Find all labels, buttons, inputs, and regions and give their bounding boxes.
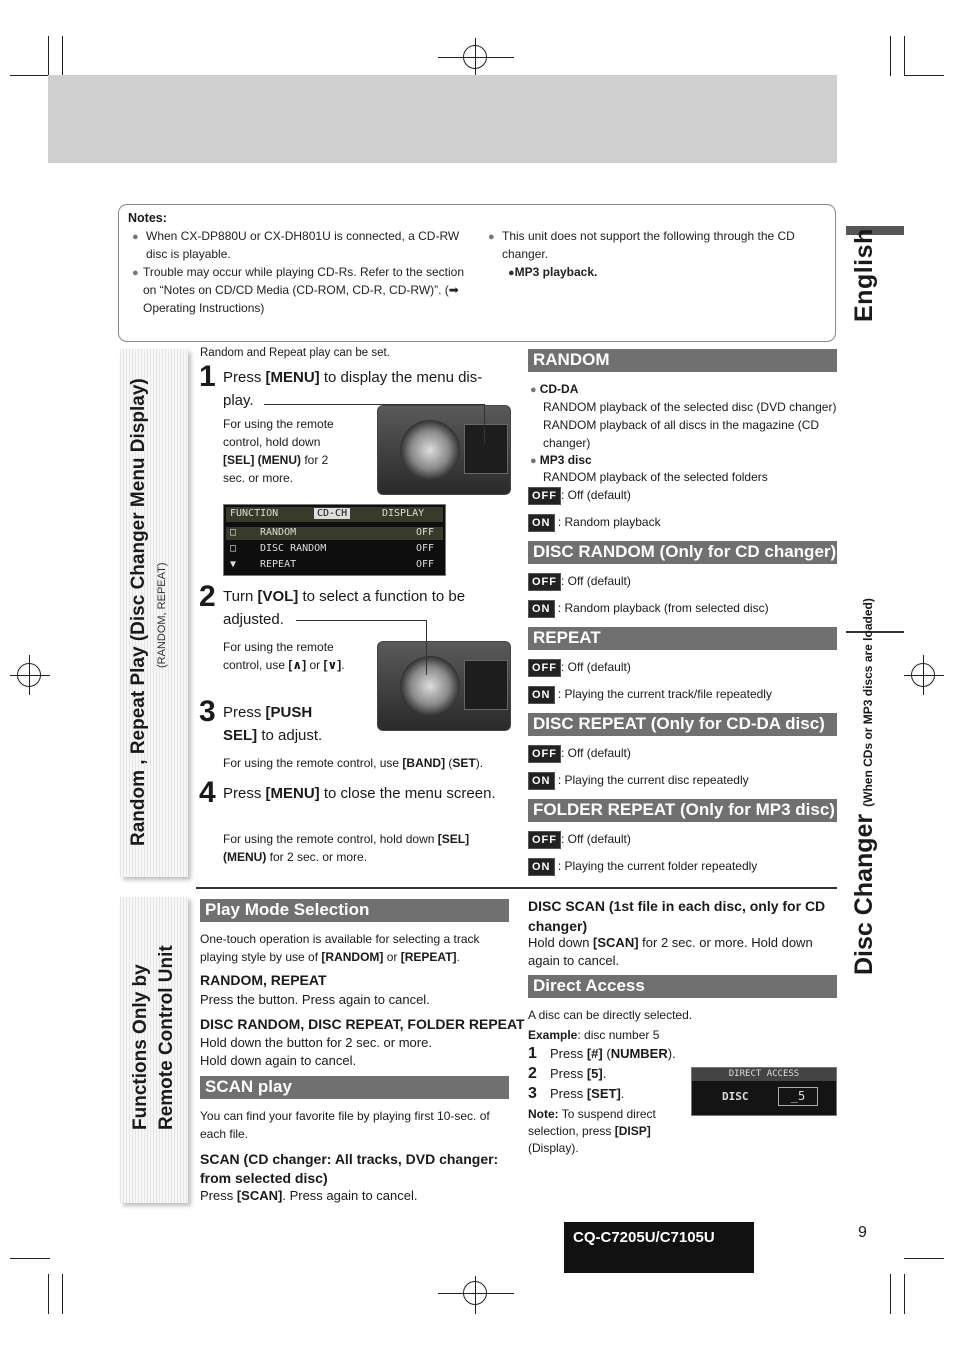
step-number: 2	[199, 580, 216, 613]
head-unit-image	[377, 405, 511, 495]
description: Hold down the button for 2 sec. or more.	[200, 1035, 432, 1050]
off-badge: OFF	[528, 831, 561, 849]
menu-row	[226, 527, 443, 540]
example: Example: disc number 5	[528, 1028, 660, 1042]
step-text: (	[602, 1046, 611, 1061]
section-heading: RANDOM	[528, 349, 837, 372]
language-label: English	[850, 228, 878, 322]
description: You can find your favorite file by playing first 10-sec. of each file.	[200, 1109, 490, 1141]
step-note: For using the remote control, use [BAND] (SET).	[223, 756, 484, 770]
note-item: ● When CX-DP880U or CX-DH801U is connected, a CD-RW disc is playable.	[132, 229, 460, 261]
off-badge: OFF	[528, 573, 561, 591]
step-text: Press	[550, 1086, 587, 1101]
row-marker-icon: ▼	[230, 559, 237, 570]
step-number: 3	[528, 1085, 537, 1102]
step-text: Turn [VOL] to select a function to be adjusted.	[223, 588, 466, 628]
step-note: For using the remote control, hold down [SEL] (MENU) for 2 sec. or more.	[223, 417, 334, 485]
step-text: Press [MENU] to close the menu screen.	[223, 785, 496, 802]
notes-title: Notes:	[128, 211, 167, 225]
page-number: 9	[858, 1224, 867, 1241]
step-text: [SET]	[586, 1086, 621, 1101]
step-text: [5]	[586, 1066, 603, 1081]
section-heading: DISC RANDOM (Only for CD changer)	[528, 541, 837, 564]
menu-row-value: OFF	[416, 527, 435, 538]
display-icon	[464, 660, 508, 710]
step-number: 4	[199, 776, 216, 809]
head-unit-image	[377, 641, 511, 731]
section-heading: REPEAT	[528, 627, 837, 650]
on-badge: ON	[528, 514, 555, 532]
menu-row	[226, 543, 443, 556]
option-row: OFF : Off (default)	[528, 830, 631, 849]
option-row: ON : Playing the current disc repeatedly	[528, 771, 749, 790]
divider	[196, 887, 837, 889]
bullet-icon: ●	[488, 231, 495, 243]
option-row: OFF : Off (default)	[528, 658, 631, 677]
menu-row	[226, 559, 443, 572]
side-tab-subtitle: (RANDOM, REPEAT)	[156, 562, 168, 668]
step-note: For using the remote control, hold down [SEL] (MENU) for 2 sec. or more.	[223, 832, 470, 864]
note-item: ● Trouble may occur while playing CD-Rs. Refer to the section on “Notes on CD/CD Media (CD-ROM, CD-R, CD-RW)”. (➡ Operating Instructions)	[132, 265, 465, 315]
option-row: OFF : Off (default)	[528, 744, 631, 763]
subheading: DISC RANDOM, DISC REPEAT, FOLDER REPEAT	[200, 1016, 525, 1032]
note-item: ● This unit does not support the following through the CD changer.	[488, 229, 795, 261]
option-row: ON : Random playback (from selected disc)	[528, 599, 769, 618]
step-number: 1	[199, 360, 216, 393]
off-badge: OFF	[528, 659, 561, 677]
side-tab-title: Functions Only by Remote Control Unit	[130, 945, 177, 1130]
description: RANDOM playback of the selected disc (DVD changer)	[543, 400, 837, 414]
option-row: ON : Random playback	[528, 513, 661, 532]
direct-step	[528, 1085, 624, 1103]
subheading: SCAN (CD changer: All tracks, DVD changer: from selected disc)	[200, 1151, 499, 1186]
section-heading: DISC REPEAT (Only for CD-DA disc)	[528, 713, 837, 736]
subheading: RANDOM, REPEAT	[200, 972, 327, 988]
note-subitem: ●MP3 playback.	[508, 265, 598, 279]
direct-access-display: DIRECT ACCESS DISC _5	[691, 1067, 837, 1116]
description: RANDOM playback of the selected folders	[543, 470, 768, 484]
off-badge: OFF	[528, 487, 561, 505]
description: Hold down [SCAN] for 2 sec. or more. Hold down again to cancel.	[528, 935, 813, 968]
direct-step	[528, 1045, 676, 1063]
row-marker-icon: □	[230, 527, 237, 538]
step-text: .	[620, 1086, 625, 1101]
on-badge: ON	[528, 600, 555, 618]
step-text: NUMBER	[610, 1046, 668, 1061]
list-item: ● CD-DA	[530, 382, 579, 396]
description: One-touch operation is available for selecting a track playing style by use of [RANDOM] or [REPEAT].	[200, 932, 480, 964]
menu-row-value: OFF	[416, 543, 435, 554]
menu-display: FUNCTION CD-CH DISPLAY □ RANDOM OFF □ DISC RANDOM OFF ▼ REPEAT OFF	[223, 504, 446, 576]
subheading: DISC SCAN (1st file in each disc, only for CD changer)	[528, 898, 826, 934]
header-band	[48, 75, 837, 163]
row-marker-icon: □	[230, 543, 237, 554]
step-text: Press	[550, 1066, 587, 1081]
section-heading: Play Mode Selection	[200, 899, 509, 922]
model-label: CQ-C7205U/C7105U	[564, 1222, 754, 1273]
section-heading: FOLDER REPEAT (Only for MP3 disc)	[528, 799, 837, 822]
step-text: ).	[667, 1046, 676, 1061]
step-text: Press [PUSH SEL] to adjust.	[223, 704, 323, 744]
off-badge: OFF	[528, 745, 561, 763]
volume-knob-icon	[400, 656, 460, 716]
side-tab-title: Random , Repeat Play (Disc Changer Menu Display)	[128, 378, 149, 846]
step-number: 1	[528, 1045, 537, 1062]
section-heading: Direct Access	[528, 975, 837, 998]
option-row: OFF : Off (default)	[528, 572, 631, 591]
on-badge: ON	[528, 858, 555, 876]
option-row: ON : Playing the current track/file repeatedly	[528, 685, 772, 704]
note: Note: To suspend direct selection, press [DISP] (Display).	[528, 1107, 656, 1155]
step-text: [#]	[586, 1046, 603, 1061]
intro-text: Random and Repeat play can be set.	[200, 347, 390, 359]
direct-step	[528, 1065, 606, 1083]
step-note: For using the remote control, use [∧] or [∨].	[223, 640, 345, 672]
description: RANDOM playback of all discs in the magazine (CD changer)	[543, 418, 820, 450]
option-row: OFF : Off (default)	[528, 486, 631, 505]
step-text: Press [MENU] to display the menu dis-play.	[223, 369, 483, 409]
list-item: ● MP3 disc	[530, 453, 592, 467]
menu-row-label: RANDOM	[260, 527, 297, 538]
bullet-icon: ●	[132, 231, 139, 243]
step-text: .	[602, 1066, 607, 1081]
section-heading: SCAN play	[200, 1076, 509, 1099]
display-icon	[464, 424, 508, 474]
on-badge: ON	[528, 772, 555, 790]
section-label: Disc Changer (When CDs or MP3 discs are loaded)	[850, 598, 878, 975]
description: Hold down again to cancel.	[200, 1053, 357, 1068]
menu-row-label: DISC RANDOM	[260, 543, 327, 554]
menu-row-label: REPEAT	[260, 559, 297, 570]
on-badge: ON	[528, 686, 555, 704]
step-number: 3	[199, 695, 216, 728]
step-number: 2	[528, 1065, 537, 1082]
bullet-icon: ●	[508, 267, 515, 279]
description: A disc can be directly selected.	[528, 1008, 693, 1022]
option-row: ON : Playing the current folder repeatedly	[528, 857, 757, 876]
bullet-icon: ●	[132, 267, 139, 279]
volume-knob-icon	[400, 420, 460, 480]
step-text: Press	[550, 1046, 587, 1061]
menu-row-value: OFF	[416, 559, 435, 570]
description: Press the button. Press again to cancel.	[200, 992, 430, 1007]
description: Press [SCAN]. Press again to cancel.	[200, 1188, 418, 1203]
